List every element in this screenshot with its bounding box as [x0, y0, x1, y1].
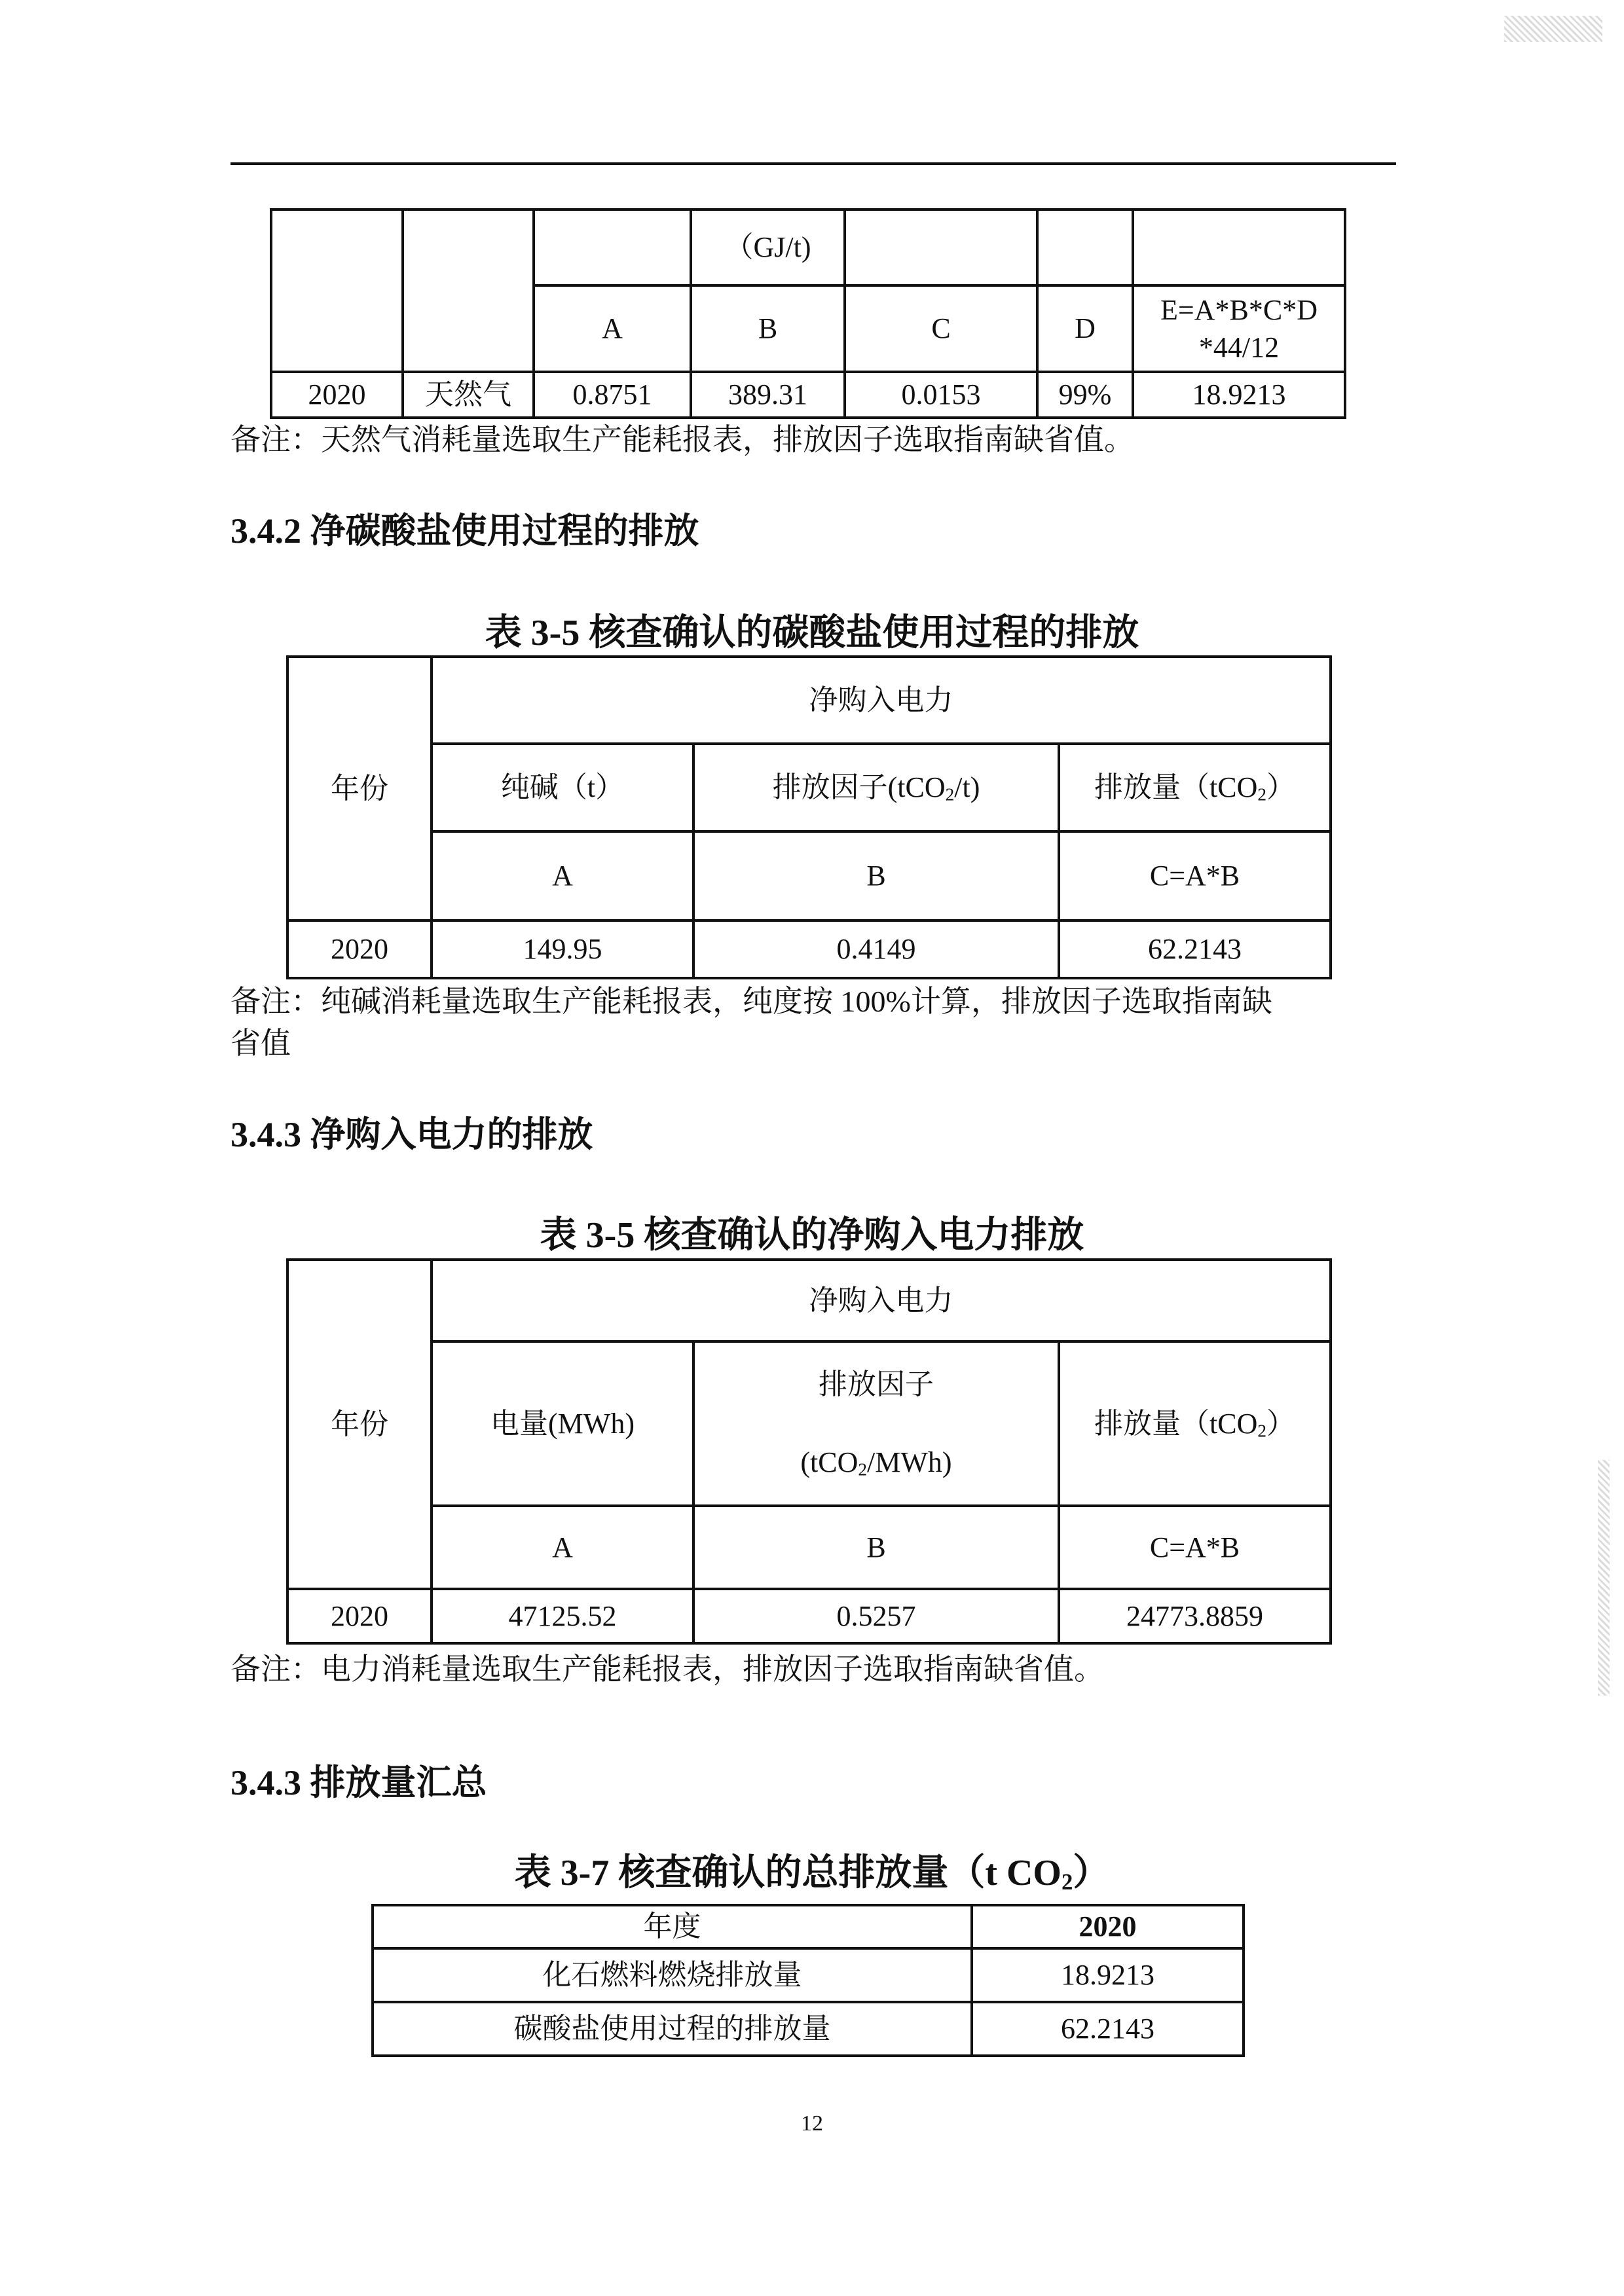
cell-a: 47125.52 [432, 1589, 693, 1643]
cell-c: 0.0153 [845, 372, 1037, 418]
carbonate-col3-header [1059, 744, 1331, 831]
carbonate-note-line1: 备注：纯碱消耗量选取生产能耗报表，纯度按 100%计算，排放因子选取指南缺 [231, 985, 1272, 1018]
carbonate-table [286, 655, 1332, 979]
summary-row-value: 18.9213 [972, 1948, 1244, 2002]
cell-year: 2020 [287, 1589, 432, 1643]
table-caption-carbonate: 表 3-5 核查确认的碳酸盐使用过程的排放 [485, 613, 1139, 653]
carbonate-note-line2: 省值 [231, 1027, 291, 1060]
col2-header-line1: 排放因子 [819, 1368, 934, 1400]
fuel-table-formula-e [1133, 285, 1345, 372]
electricity-table [286, 1258, 1332, 1645]
cell-a: 149.95 [432, 920, 693, 978]
summary-header-label: 年度 [373, 1905, 972, 1948]
cell-year: 2020 [287, 920, 432, 978]
cell-c: 24773.8859 [1059, 1589, 1331, 1643]
electricity-letter-a: A [432, 1506, 693, 1589]
fuel-table-d-unit-cell [1037, 210, 1133, 285]
cell-b: 0.4149 [693, 920, 1059, 978]
summary-row-value: 62.2143 [972, 2002, 1244, 2056]
table-row [373, 1948, 1244, 2002]
fuel-table-c-unit-cell [845, 210, 1037, 285]
col2-header-sub: 2 [945, 784, 955, 805]
fuel-table-b-unit-cell: （GJ/t) [691, 210, 845, 285]
cell-fuel: 天然气 [403, 372, 534, 418]
formula-e-line2: *44/12 [1198, 331, 1280, 363]
col2-line2-suffix: /MWh) [867, 1446, 952, 1478]
caption-suffix: ） [1073, 1853, 1110, 1893]
cell-d: 99% [1037, 372, 1133, 418]
electricity-group-header: 净购入电力 [432, 1260, 1331, 1341]
electricity-letter-b: B [693, 1506, 1059, 1589]
col2-header-prefix: 排放因子(tCO [772, 771, 946, 804]
summary-header-year: 2020 [972, 1905, 1244, 1948]
carbonate-group-header: 净购入电力 [432, 657, 1331, 744]
cell-e: 18.9213 [1133, 372, 1345, 418]
section-heading-summary: 3.4.3 排放量汇总 [231, 1763, 487, 1802]
table-row [271, 372, 1345, 418]
col2-line2-prefix: (tCO [800, 1446, 858, 1478]
cell-c: 62.2143 [1059, 920, 1331, 978]
fuel-table-letter-d: D [1037, 285, 1133, 372]
table-row [373, 2002, 1244, 2056]
summary-row-label: 碳酸盐使用过程的排放量 [373, 2002, 972, 2056]
carbonate-year-header: 年份 [287, 657, 432, 920]
fuel-table-letter-a: A [534, 285, 691, 372]
fuel-combustion-table [270, 208, 1346, 419]
table-caption-summary [0, 1844, 1624, 1896]
fuel-table-a-unit-cell [534, 210, 691, 285]
summary-table [371, 1904, 1245, 2057]
page-header-rule [231, 162, 1396, 165]
carbonate-letter-a: A [432, 831, 693, 920]
fuel-table-letter-b: B [691, 285, 845, 372]
table-caption-electricity: 表 3-5 核查确认的净购入电力排放 [540, 1215, 1084, 1256]
electricity-year-header: 年份 [287, 1260, 432, 1589]
carbonate-col1-header: 纯碱（t） [432, 744, 693, 831]
electricity-col1-header: 电量(MWh) [432, 1341, 693, 1506]
fuel-table-fuel-header-cell [403, 210, 534, 372]
cell-b: 0.5257 [693, 1589, 1059, 1643]
caption-sub: 2 [1061, 1868, 1073, 1895]
electricity-col3-header [1059, 1341, 1331, 1506]
cell-year: 2020 [271, 372, 403, 418]
col2-line2-sub: 2 [858, 1459, 868, 1479]
page-number: 12 [801, 2111, 823, 2136]
electricity-note: 备注：电力消耗量选取生产能耗报表，排放因子选取指南缺省值。 [231, 1652, 1104, 1686]
section-heading-343: 3.4.3 净购入电力的排放 [231, 1115, 593, 1154]
cell-b: 389.31 [691, 372, 845, 418]
electricity-letter-c: C=A*B [1059, 1506, 1331, 1589]
caption-prefix: 表 3-7 核查确认的总排放量（t CO [514, 1853, 1061, 1893]
col3-header-suffix: ） [1266, 771, 1295, 804]
fuel-table-note: 备注：天然气消耗量选取生产能耗报表，排放因子选取指南缺省值。 [231, 423, 1134, 456]
fuel-table-letter-c: C [845, 285, 1037, 372]
table-row [287, 1589, 1331, 1643]
fuel-table-e-unit-cell [1133, 210, 1345, 285]
table-row [287, 920, 1331, 978]
carbonate-letter-b: B [693, 831, 1059, 920]
scan-artifact-top-right [1504, 16, 1602, 42]
col3-header-sub: 2 [1257, 784, 1266, 805]
cell-a: 0.8751 [534, 372, 691, 418]
summary-row-label: 化石燃料燃烧排放量 [373, 1948, 972, 2002]
col3-header-prefix: 排放量（tCO [1094, 771, 1258, 804]
fuel-table-year-header-cell [271, 210, 403, 372]
scan-artifact-right-edge [1598, 1460, 1610, 1696]
col3-header-suffix: ） [1266, 1407, 1295, 1440]
col2-header-suffix: /t) [954, 771, 980, 804]
carbonate-col2-header [693, 744, 1059, 831]
formula-e-line1: E=A*B*C*D [1160, 293, 1318, 326]
col3-header-prefix: 排放量（tCO [1094, 1407, 1258, 1440]
electricity-col2-header [693, 1341, 1059, 1506]
section-heading-342: 3.4.2 净碳酸盐使用过程的排放 [231, 511, 699, 551]
col3-header-sub: 2 [1257, 1421, 1266, 1441]
carbonate-letter-c: C=A*B [1059, 831, 1331, 920]
col2-header-line2 [700, 1424, 1052, 1502]
